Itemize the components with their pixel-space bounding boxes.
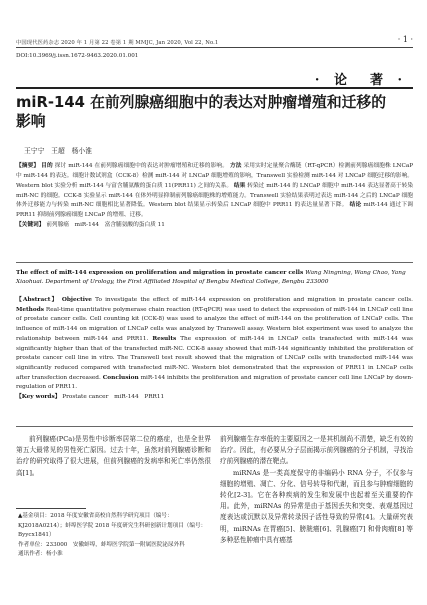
footnote-rule: [16, 508, 86, 509]
en-results-label: Results: [152, 335, 177, 342]
abstract-divider: [16, 262, 413, 263]
correspondence-note: 通讯作者：杨小淮: [18, 551, 63, 557]
section-label: · 论 著 ·: [314, 73, 407, 88]
keywords-label: 【关键词】: [16, 222, 45, 229]
en-abstract-label: 【Abstract】: [16, 297, 59, 303]
en-methods-label: Methods: [16, 306, 44, 313]
header-rule: [16, 47, 413, 48]
footnote: [16, 512, 211, 560]
conclusion-label: 结论: [349, 202, 362, 209]
goal-label: 目的: [41, 163, 53, 169]
english-title-block: [16, 269, 413, 287]
en-keywords-label: 【Key words】: [16, 394, 61, 401]
en-methods-text: Real-time quantitative polymerase chain reaction (RT-qPCR) was used to detect the expression of miR-144 in LNCaP cell line of prostate cancer cells. Cell counting kit (CCK-8) was used to analyze the effect of miR-144 on the proliferation of LNCaP cells. The influence of miR-144 on migration of LNCaP cells was analyzed by Transwell assay. Western blot experiment was used to analyze the relationship between miR-144 and PRR11.: [16, 306, 414, 342]
body-left-column: [16, 434, 211, 479]
english-abstract: [16, 296, 413, 403]
en-conclusion-text: miR-144 inhibits the proliferation and migration of prostate cancer cell line LNCaP by down-regulation of PRR11.: [16, 374, 414, 391]
en-keywords-text: Prostate cancer miR-144 PRR11: [62, 394, 165, 401]
result-label: 结果: [233, 182, 246, 189]
authors: 王宁宁 王超 杨小淮: [24, 147, 92, 155]
doi: DOI:10.3969/j.issn.1672-9463.2020.01.001: [16, 53, 139, 59]
result-text: 转染过 miR-144 的 LNCaP 细胞中 miR-144 表达显著高于转染 miR-NC 的细胞。CCK-8 实验显示 miR-144 在体外明显抑制前列腺癌细胞株的增殖能力。Transwell 实验结果表明过表达 miR-144 之后的 LNCaP 细胞体外迁移能力与转染 miR-NC 细胞相比显著降低。Western blot 结果显示转染后 LNCaP 细胞中 PRR11 的表达量显著下降。: [16, 182, 414, 209]
unit-note: 作者单位：233000 安徽蚌埠，蚌埠医学院第一附属医院泌尿外科: [18, 541, 185, 548]
body-paragraph: 前列腺癌生存率低的主要原因之一是其机制尚不清楚，缺乏有效的治疗。因此，有必要从分子层面揭示前列腺癌的分子机制，寻找治疗前列腺癌的潜在靶点。: [220, 435, 413, 466]
conclusion-text: miR-144 通过下调 PRR11 抑制前列腺癌细胞 LNCaP 的增殖、迁移。: [16, 202, 413, 219]
article-title: miR-144 在前列腺癌细胞中的表达对肿瘤增殖和迁移的影响: [16, 94, 387, 130]
body-paragraph: miRNAs 是一类高度保守的非编码小 RNA 分子，不仅参与细胞的增殖、凋亡、分化、信号转导和代谢，而且参与肿瘤细胞的转化[2-3]。它在各种疾病的发生和发展中也起着至关重要的作用。此外，miRNAs 的异常是由于基因丢失和突变、表观基因过度表达或沉默以及异常转录因子活性导致的异常[4]。大量研究表明，miRNAs 在胃癌[5]、膀胱癌[6]、乳腺癌[7] 和骨肉瘤[8] 等多种恶性肿瘤中具有癌基: [220, 468, 413, 544]
fund-note: ▲基金项目：2018 年度安徽省高校自然科学研究项目（编号：KJ2018A0214）；蚌埠医学院 2018 年度研究生科研创新计划项目（编号：Byycx1841）: [18, 513, 207, 538]
en-objective-text: To investigate the effect of miR-144 expression on proliferation and migration in prostate cancer cells.: [95, 297, 413, 303]
en-results-text: The expression of miR-144 in LNCaP cells transfected with miR-144 was significantly higher than that of the transfected miR-NC. CCK-8 assay showed that miR-144 significantly inhibited the proliferation of prostate cancer cell line in vitro. The Transwell test result showed that the migration of LNCaP cells with transfected miR-144 was significantly reduced compared with transfected miR-NC. Western blot demonstrated that the expression of PRR11 in LNCaP cells after transfection decreased.: [16, 335, 413, 381]
body-right-column: [220, 434, 413, 546]
chinese-abstract: [16, 162, 413, 231]
keywords-text: 前列腺癌 miR-144 富含脯氨酸的蛋白质 11: [46, 222, 165, 229]
page-number: · 1 ·: [397, 35, 413, 44]
method-text: 采用实时定量聚合酶链（RT-qPCR）检测前列腺癌细胞株 LNCaP 中 miR-144 的表达。细胞计数试剂盒（CCK-8）检测 miR-144 对 LNCaP 细胞增殖的影响，Transwell 实验检测 miR-144 对 LNCaP 细胞迁移的影响。Western blot 实验分析 miR-144 与富含脯氨酸的蛋白质 11(PRR11) 之间的关系。: [16, 163, 414, 189]
method-label: 方法: [229, 163, 242, 169]
body-divider: [16, 426, 413, 427]
body-paragraph: 前列腺癌(PCa)是男性中诊断率居第二位的癌症，也是全世界第五大最常见的男性死亡原因。过去十年，虽然对前列腺癌诊断和治疗的研究取得了很大进展，但前列腺癌的发病率和死亡率仍然很高[1]。: [16, 435, 211, 477]
en-objective-label: Objective: [61, 297, 92, 303]
english-affiliation: Department of Urology, the First Affiliated Hospital of Bengbu Medical College, Bengbu 233000: [45, 279, 329, 285]
title-rule: [16, 87, 413, 89]
english-title: The effect of miR-144 expression on proliferation and migration in prostate cancer cells: [16, 270, 304, 276]
english-authors: Wang Ningning, Wang Chao, Yang Xiaohuai.: [16, 270, 406, 285]
running-head: 中国现代医药杂志 2020 年 1 月第 22 卷第 1 期 MMJC, Jan 2020, Vol 22, No.1: [16, 40, 219, 46]
goal-text: 探讨 miR-144 在前列腺癌细胞中的表达对肿瘤增殖和迁移的影响。: [54, 163, 228, 169]
abstract-label: 【摘要】: [16, 163, 40, 169]
en-conclusion-label: Conclusion: [102, 374, 139, 381]
